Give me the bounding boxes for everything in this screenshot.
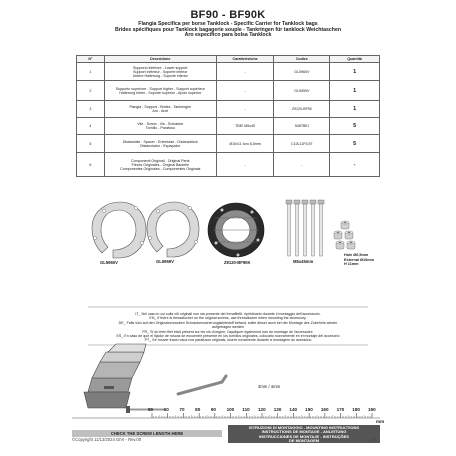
row-number: 5 bbox=[77, 135, 105, 153]
spacer bbox=[347, 241, 355, 249]
subtitle-line: Flangia Specifica per borse Tanklock - Specific Carrier for Tanklock bags bbox=[138, 21, 318, 27]
description-line: Pièces Originales - Original Bauteile bbox=[131, 162, 190, 167]
part-label-upper: GL5959V bbox=[156, 259, 174, 264]
screw bbox=[286, 200, 292, 256]
part-label-lower: GL5960V bbox=[100, 260, 118, 265]
instructions-line: ISTRUZIONI DI MONTAGGIO - MOUNTING INSTRUCTIONS bbox=[248, 425, 360, 430]
ruler-tick-label: 130 bbox=[273, 407, 282, 412]
row-code: Z9120-BF90 bbox=[274, 101, 330, 118]
description-line: Flangia - Support - Brides - Tankringen bbox=[129, 105, 192, 109]
spacer-spec-line: H 11mm bbox=[344, 262, 359, 267]
row-spec: - bbox=[216, 63, 274, 81]
screw bbox=[310, 200, 316, 256]
row-spec: - bbox=[216, 81, 274, 101]
row-spec: - bbox=[216, 101, 274, 118]
description-line: Componenti Originali - Original Parts bbox=[131, 158, 190, 163]
ruler-tick-label: 80 bbox=[195, 407, 201, 412]
spacer-spec-line: Hole Ø6,5mm bbox=[344, 253, 369, 257]
subtitle-line: Aro específico para bolsa Tanklock bbox=[184, 32, 272, 39]
ruler-tick-label: 190 bbox=[368, 407, 376, 412]
spacers-group bbox=[334, 221, 355, 249]
wrench-size-label: 3mm / 4mm bbox=[258, 384, 281, 389]
header-number: N° bbox=[77, 56, 105, 63]
ruler-tick-label: 120 bbox=[258, 407, 266, 412]
ruler-tick-label: 160 bbox=[320, 407, 329, 412]
page-title: BF90 - BF90K bbox=[190, 9, 266, 21]
note-line: FR_ Si du frein filet était présent sur les vis d'origine, l'appliquer également lors du montage de l'accessoire. bbox=[142, 329, 314, 334]
upper-support-plate bbox=[147, 202, 199, 257]
description-line: Halterung höher - Soporte superior - Apoio superior bbox=[119, 90, 202, 95]
note-line: PT_ Se houver trava rosca nos parafusos originais, inserir novamente durante a montagem do acessório bbox=[144, 338, 312, 343]
row-number: 4 bbox=[77, 118, 105, 135]
ruler-tick-label: 170 bbox=[336, 407, 345, 412]
ruler-caption: CHECK THE SCREW LENGTH HERE bbox=[72, 430, 222, 437]
lower-support-plate bbox=[92, 202, 146, 258]
part-label-flange: Z9120-BF90K bbox=[224, 260, 251, 265]
ruler-tick-label: 140 bbox=[289, 407, 298, 412]
header-characteristics: Caratteristiche bbox=[216, 56, 274, 63]
instructions-line: DE MONTAGEM bbox=[288, 438, 320, 444]
screw bbox=[318, 200, 324, 256]
header-quantity: Quantità bbox=[330, 56, 380, 63]
note-line: EN_ If there is threadlocker on the original screws, use threadlocker when mounting the accessory. bbox=[149, 316, 307, 321]
row-code: C10L11F6,5T bbox=[274, 135, 330, 153]
screw bbox=[302, 200, 308, 256]
row-spec: - bbox=[216, 153, 274, 177]
tanklock-flange-ring bbox=[208, 203, 264, 257]
header-code: Codice bbox=[274, 56, 330, 63]
screw-length-ruler bbox=[72, 413, 380, 418]
note-line: ES_ En caso de que el fijador de roscas se encuentre presente en los tornillos originales, colocarlo nuevamente en el montaje del accesorio bbox=[116, 334, 340, 339]
row-qty: 1 bbox=[330, 81, 380, 101]
header-description: Descrizione bbox=[104, 56, 216, 63]
row-qty: 1 bbox=[330, 101, 380, 118]
ruler-tick-label: 150 bbox=[305, 407, 313, 412]
row-number: 3 bbox=[77, 101, 105, 118]
row-code: GL5959V bbox=[274, 81, 330, 101]
row-spec: Ø10x11 foro 6,5mm bbox=[216, 135, 274, 153]
instructions-line: INSTRUCTIONS DE MONTAGE - ANLEITUNG bbox=[261, 429, 347, 435]
ruler-tick-label: 50 bbox=[148, 407, 154, 412]
row-qty: 5 bbox=[330, 135, 380, 153]
row-number: 2 bbox=[77, 81, 105, 101]
note-line: IT_ Nel caso in cui sulla viti originali non sia presente del frenafiletti, ripristinarlo durante il montaggio dell'accessorio. bbox=[135, 312, 321, 316]
allen-wrench-icon bbox=[178, 376, 226, 394]
row-qty: - bbox=[330, 153, 380, 177]
spacer bbox=[336, 241, 344, 249]
row-code: 545TBEI bbox=[274, 118, 330, 135]
ruler-tick-label: 110 bbox=[242, 407, 250, 412]
row-number: 6 bbox=[77, 153, 105, 177]
page-number: 2/2 bbox=[370, 437, 377, 442]
description-line: Aro - Anel bbox=[152, 109, 169, 113]
toolbox-icon bbox=[84, 344, 146, 408]
ruler-tick-label: 60 bbox=[163, 407, 169, 412]
screw bbox=[294, 200, 300, 256]
description-line: Untere Halterung - Suporte inferior bbox=[132, 73, 188, 78]
note-line: aufgetragen werden bbox=[212, 325, 244, 330]
spacer bbox=[334, 231, 342, 239]
description-line: Support inférieur - Soporte inferior bbox=[133, 69, 188, 74]
description-line: Distanciador - Espaçador bbox=[140, 143, 181, 148]
description-line: Supporto inferiore - Lower support bbox=[132, 65, 188, 70]
description-line: Distanziale - Spacer - Entretoise - Distanzstück bbox=[122, 139, 198, 144]
ruler-tick-label: 180 bbox=[352, 407, 360, 412]
row-qty: 1 bbox=[330, 63, 380, 81]
instructions-line: INSTRUCCIONES DE MONTAJE - INSTRUÇÕES bbox=[259, 433, 349, 439]
description-line: Vite - Screw - Vis - Schraube bbox=[137, 122, 184, 126]
part-label-screws: M5x45mm bbox=[293, 259, 314, 264]
description-line: Supporto superiore - Support higher - Support supérieur bbox=[115, 86, 205, 91]
part-label-spacers bbox=[344, 253, 374, 267]
spacer bbox=[345, 231, 353, 239]
instructions-banner bbox=[228, 425, 380, 443]
spacer-spec-line: External Ø10mm bbox=[344, 257, 374, 262]
copyright-text: ©Copyright 11/13/2024 GIVI - Rev.00 bbox=[72, 437, 142, 442]
description-line: Tornillo - Parafuso bbox=[145, 126, 175, 130]
note-line: DE_ Falls sich auf den Originalschrauben Schraubensicherungsklebstoff befand, sollte dieser auch bei der Montage des Zubehörs wieder bbox=[118, 320, 338, 325]
row-code: GL5960V bbox=[274, 63, 330, 81]
spacer bbox=[341, 221, 349, 229]
ruler-tick-label: 90 bbox=[210, 407, 216, 412]
screws-group bbox=[286, 200, 324, 256]
row-code: - bbox=[274, 153, 330, 177]
ruler-screw-icon bbox=[126, 406, 164, 413]
ruler-tick-label: 100 bbox=[226, 407, 235, 412]
description-line: Componentes Originales - Componentes Originais bbox=[120, 166, 201, 171]
subtitle-line: Brides spécifiques pour Tanklock bagagerie souple - Tankringen für tanklock Weichtaschen bbox=[115, 26, 341, 33]
row-number: 1 bbox=[77, 63, 105, 81]
ruler-tick-label: 70 bbox=[179, 407, 185, 412]
threadlocker-notes bbox=[88, 312, 368, 343]
row-spec: TBEI M5x45 bbox=[216, 118, 274, 135]
ruler-unit-label: mm bbox=[376, 419, 385, 424]
row-qty: 5 bbox=[330, 118, 380, 135]
